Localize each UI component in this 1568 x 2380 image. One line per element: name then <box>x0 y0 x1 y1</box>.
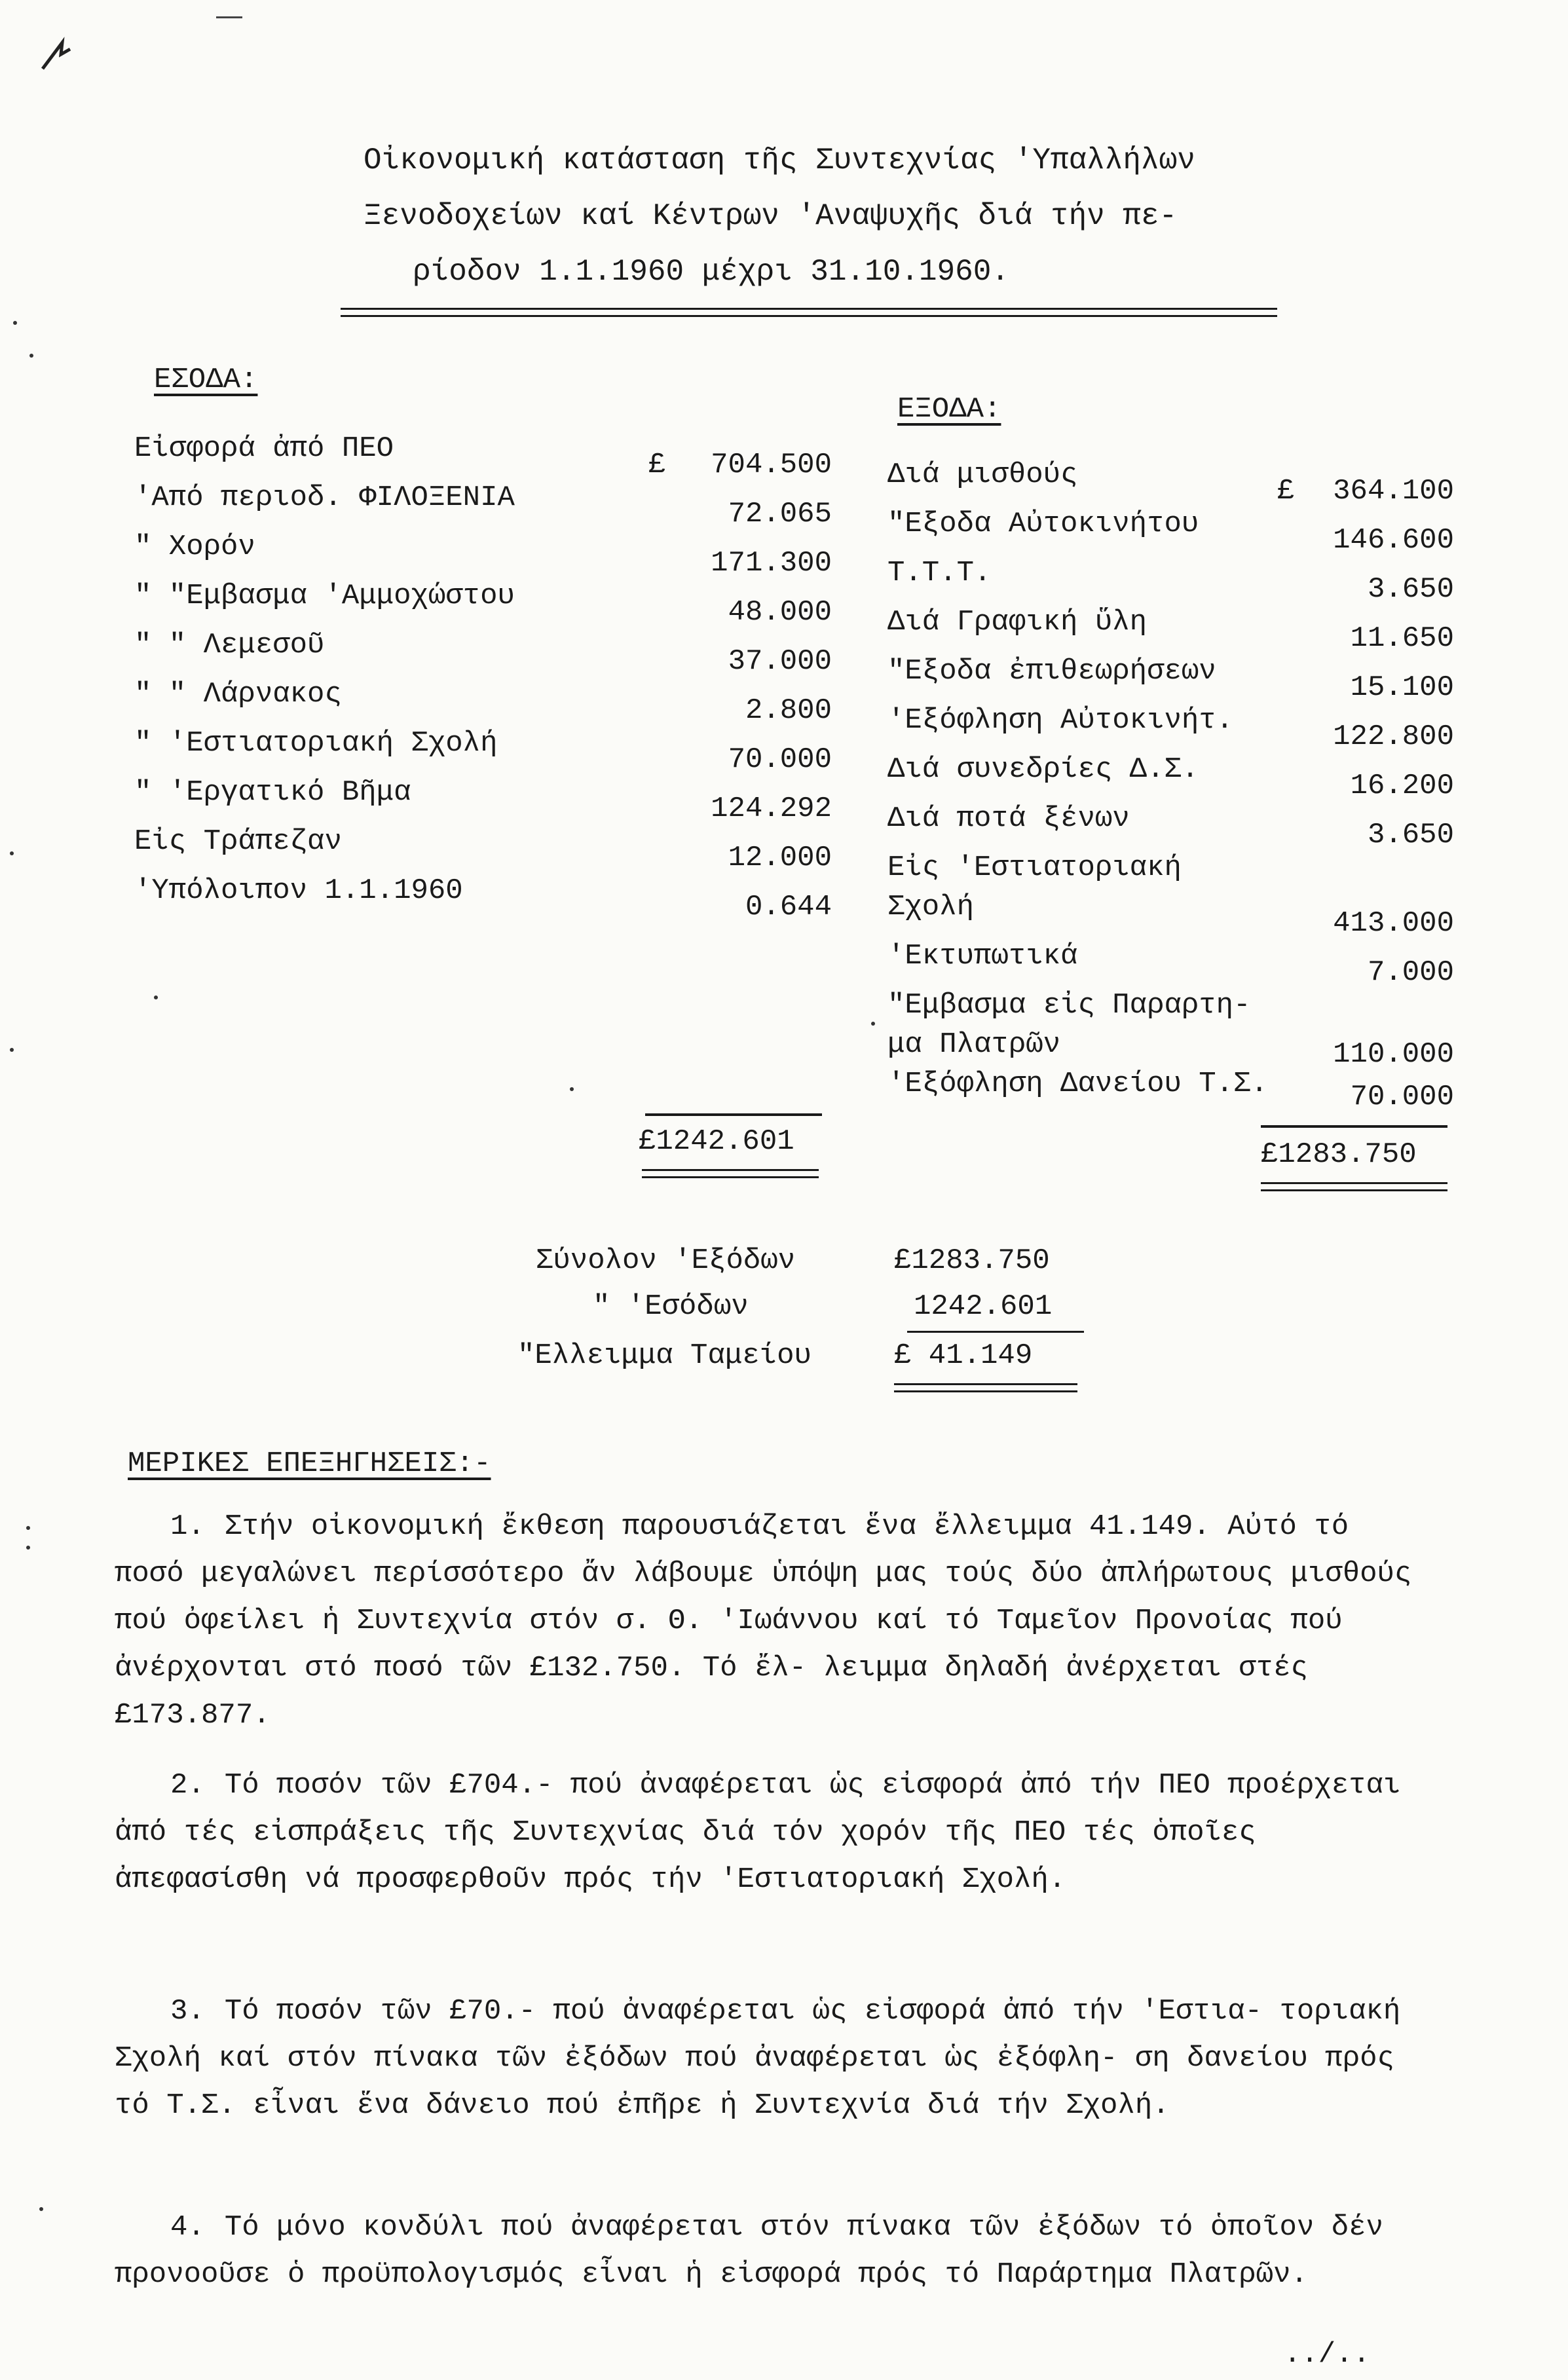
income-total: £1242.601 <box>639 1125 794 1158</box>
expense-row-label-cont: μα Πλατρῶν <box>887 1028 1061 1061</box>
note-number: 4. <box>170 2211 205 2244</box>
income-row-label: " " Λεμεσοῦ <box>134 629 325 661</box>
expense-row-amount: 110.000 <box>1333 1038 1454 1071</box>
expense-row-label-cont: Σχολή <box>887 891 975 923</box>
scan-speck <box>26 1526 30 1530</box>
scan-speck <box>13 321 17 325</box>
expense-row-label: "Εμβασμα εἰς Παραρτη- <box>887 989 1251 1022</box>
note-number: 3. <box>170 1995 205 2028</box>
summary-income-value <box>914 1290 1077 1323</box>
summary-deficit-double-underline <box>894 1383 1077 1392</box>
expense-row-label: 'Εξόφληση Δανείου Τ.Σ. <box>887 1068 1268 1100</box>
note-paragraph <box>115 1503 1434 1739</box>
expense-row-amount: 70.000 <box>1350 1081 1454 1113</box>
note-paragraph <box>115 1988 1434 2129</box>
continuation-mark: ../.. <box>1284 2338 1371 2371</box>
expense-row-amount: 15.100 <box>1350 671 1454 704</box>
expense-row-amount: 364.100 <box>1333 475 1454 508</box>
summary-deficit-value: £ 41.149 <box>894 1339 1033 1372</box>
income-row-label: Εἰσφορά ἀπό ΠΕΟ <box>134 432 394 465</box>
scan-speck <box>154 995 158 999</box>
income-row-amount: 124.292 <box>711 792 832 825</box>
income-row-label: Εἰς Τράπεζαν <box>134 825 342 858</box>
income-row-label: " "Εμβασμα 'Αμμοχώστου <box>134 580 515 612</box>
income-row-amount: 12.000 <box>728 842 832 874</box>
expense-row-amount: 11.650 <box>1350 622 1454 655</box>
title-line-3: ρίοδον 1.1.1960 μέχρι 31.10.1960. <box>413 255 1009 289</box>
income-row-amount: 70.000 <box>728 743 832 776</box>
income-row-label: " 'Εργατικό Βῆμα <box>134 776 411 809</box>
title-double-underline <box>341 308 1277 317</box>
income-row-amount: 704.500 <box>711 449 832 481</box>
summary-deficit-label: "Ελλειμμα Ταμείου <box>517 1339 812 1372</box>
scan-speck <box>26 1546 30 1550</box>
notes-heading: ΜΕΡΙΚΕΣ ΕΠΕΞΗΓΗΣΕΙΣ:- <box>128 1447 491 1480</box>
expenses-total-rule <box>1261 1125 1447 1128</box>
income-row-amount: 171.300 <box>711 547 832 580</box>
income-row-amount: 37.000 <box>728 645 832 678</box>
note-number: 2. <box>170 1769 205 1802</box>
expense-row-label: "Εξοδα Αὐτοκινήτου <box>887 508 1199 540</box>
title-line-2: Ξενοδοχείων καί Κέντρων 'Αναψυχῆς διά τήν πε- <box>364 199 1178 233</box>
expense-row-label: Διά συνεδρίες Δ.Σ. <box>887 753 1199 786</box>
expense-row-label: 'Εκτυπωτικά <box>887 940 1078 973</box>
expense-currency-symbol: £ <box>1277 475 1295 508</box>
expense-row-amount: 413.000 <box>1333 907 1454 940</box>
income-row-label: " Χορόν <box>134 530 255 563</box>
expenses-total: £1283.750 <box>1261 1138 1417 1171</box>
income-row-label: 'Υπόλοιπον 1.1.1960 <box>134 874 463 907</box>
expense-row-label: Διά μισθούς <box>887 458 1078 491</box>
scan-speck <box>10 851 14 855</box>
title-line-1: Οἰκονομική κατάσταση τῆς Συντεχνίας 'Υπαλλήλων <box>364 143 1195 177</box>
summary-income-value-text: 1242.601 <box>914 1290 1053 1323</box>
scan-dash <box>216 16 242 18</box>
summary-income-label: " 'Εσόδων <box>593 1290 749 1323</box>
summary-income-underline <box>907 1331 1084 1333</box>
expense-row-amount: 3.650 <box>1367 819 1454 851</box>
expenses-total-double-underline <box>1261 1182 1447 1191</box>
expense-row-amount: 16.200 <box>1350 770 1454 802</box>
expense-row-label: Τ.Τ.Τ. <box>887 557 992 589</box>
income-row-amount: 2.800 <box>745 694 832 727</box>
note-text: Στήν οἰκονομική ἔκθεση παρουσιάζεται ἕνα ἔλλειμμα 41.149. Αὐτό τό ποσό μεγαλώνει περίσσότερο ἄν λάβουμε ὑπόψη μας τούς δύο ἀπλήρωτους μισθούς πού ὀφείλει ἡ Συντεχνία στόν σ. Θ. 'Ιωάννου καί τό Ταμεῖον Προνοίας πού ἀνέρχονται στό ποσό τῶν £132.750. Τό ἔλ- λειμμα δηλαδή ἀνέρχεται στές £173.877. <box>115 1510 1412 1732</box>
expense-row-label: "Εξοδα ἐπιθεωρήσεων <box>887 655 1216 688</box>
income-row-amount: 48.000 <box>728 596 832 629</box>
expense-row-label: Διά Γραφική ὕλη <box>887 606 1148 639</box>
income-row-label: " 'Εστιατοριακή Σχολή <box>134 727 498 760</box>
summary-expenses-label: Σύνολον 'Εξόδων <box>536 1244 796 1277</box>
expense-row-amount: 3.650 <box>1367 573 1454 606</box>
note-number: 1. <box>170 1510 205 1543</box>
income-currency-symbol: £ <box>648 449 666 481</box>
expense-row-label: 'Εξόφληση Αὐτοκινήτ. <box>887 704 1234 737</box>
scan-speck <box>570 1087 574 1091</box>
income-row-label: 'Από περιοδ. ΦΙΛΟΞΕΝΙΑ <box>134 481 515 514</box>
expense-row-label: Εἰς 'Εστιατοριακή <box>887 851 1182 884</box>
note-paragraph <box>115 2204 1434 2298</box>
note-text: Τό ποσόν τῶν £70.- πού ἀναφέρεται ὡς εἰσφορά ἀπό τήν 'Εστια- τοριακή Σχολή καί στόν πίνακα τῶν ἐξόδων πού ἀναφέρεται ὡς ἐξόφλη- ση δανείου πρός τό Τ.Σ. εἶναι ἕνα δάνειο πού ἐπῆρε ἡ Συντεχνία διά τήν Σχολή. <box>115 1995 1401 2122</box>
note-paragraph <box>115 1762 1434 1903</box>
expense-row-amount: 122.800 <box>1333 720 1454 753</box>
income-row-label: " " Λάρνακος <box>134 678 342 711</box>
income-total-rule <box>645 1113 822 1116</box>
expense-row-amount: 146.600 <box>1333 524 1454 557</box>
scan-speck <box>29 354 33 358</box>
pen-mark-icon <box>36 36 75 75</box>
expenses-heading: ΕΞΟΔΑ: <box>897 393 1001 426</box>
expense-row-label: Διά ποτά ξένων <box>887 802 1130 835</box>
note-text: Τό μόνο κονδύλι πού ἀναφέρεται στόν πίνακα τῶν ἐξόδων τό ὁποῖον δέν προνοοῦσε ὁ προϋπολογισμός εἶναι ἡ εἰσφορά πρός τό Παράρτημα Πλατρῶν. <box>115 2211 1383 2291</box>
expense-row-amount: 7.000 <box>1367 956 1454 989</box>
scan-speck <box>10 1048 14 1052</box>
summary-expenses-value: £1283.750 <box>894 1244 1050 1277</box>
income-row-amount: 72.065 <box>728 498 832 530</box>
scan-speck <box>871 1022 875 1026</box>
income-row-amount: 0.644 <box>745 891 832 923</box>
income-heading: ΕΣΟΔΑ: <box>154 363 258 396</box>
note-text: Τό ποσόν τῶν £704.- πού ἀναφέρεται ὡς εἰσφορά ἀπό τήν ΠΕΟ προέρχεται ἀπό τές εἰσπράξεις τῆς Συντεχνίας διά τόν χορόν τῆς ΠΕΟ τές ὁποῖες ἀπεφασίσθη νά προσφερθοῦν πρός τήν 'Εστιατοριακή Σχολή. <box>115 1769 1401 1896</box>
income-total-double-underline <box>642 1169 819 1178</box>
scan-speck <box>39 2207 43 2211</box>
